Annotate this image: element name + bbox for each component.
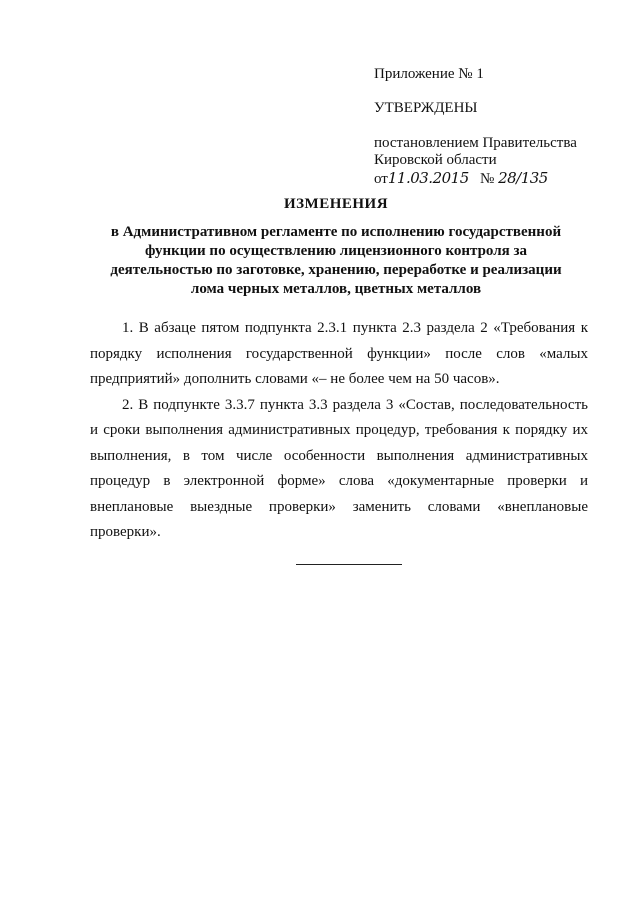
document-subtitle: в Административном регламенте по исполнению государственной функции по осуществлению лицензионного контроля за деятельностью по заготовке, хранению, переработке и реализации лома черных металлов, цветных металлов <box>110 224 562 297</box>
region-line: Кировской области <box>374 152 497 168</box>
decree-line: постановлением Правительства <box>374 135 577 151</box>
appendix-label: Приложение № 1 <box>374 66 484 82</box>
number-prefix: № <box>480 171 495 187</box>
date-prefix: от <box>374 171 388 187</box>
handwritten-number: 28/135 <box>498 169 548 187</box>
paragraph-2: 2. В подпункте 3.3.7 пункта 3.3 раздела 3 «Состав, последовательность и сроки выполнения административных процедур, требования к порядку их выполнения, в том числе особенности выполнения административных процедур в электронной форме» слова «документарные проверки и внеплановые выездные проверки» заменить словами «внеплановые проверки». <box>90 396 588 540</box>
date-number-line <box>374 170 624 188</box>
approved-label: УТВЕРЖДЕНЫ <box>374 100 478 116</box>
document-title: ИЗМЕНЕНИЯ <box>283 196 389 212</box>
end-divider <box>296 564 402 565</box>
handwritten-date: 11.03.2015 <box>387 169 469 187</box>
approval-block <box>374 66 624 188</box>
paragraph-1: 1. В абзаце пятом подпункта 2.3.1 пункта 2.3 раздела 2 «Требования к порядку исполнения государственной функции» после слов «малых предприятий» дополнить словами «– не более чем на 50 часов». <box>90 320 588 387</box>
document-body <box>90 316 588 546</box>
